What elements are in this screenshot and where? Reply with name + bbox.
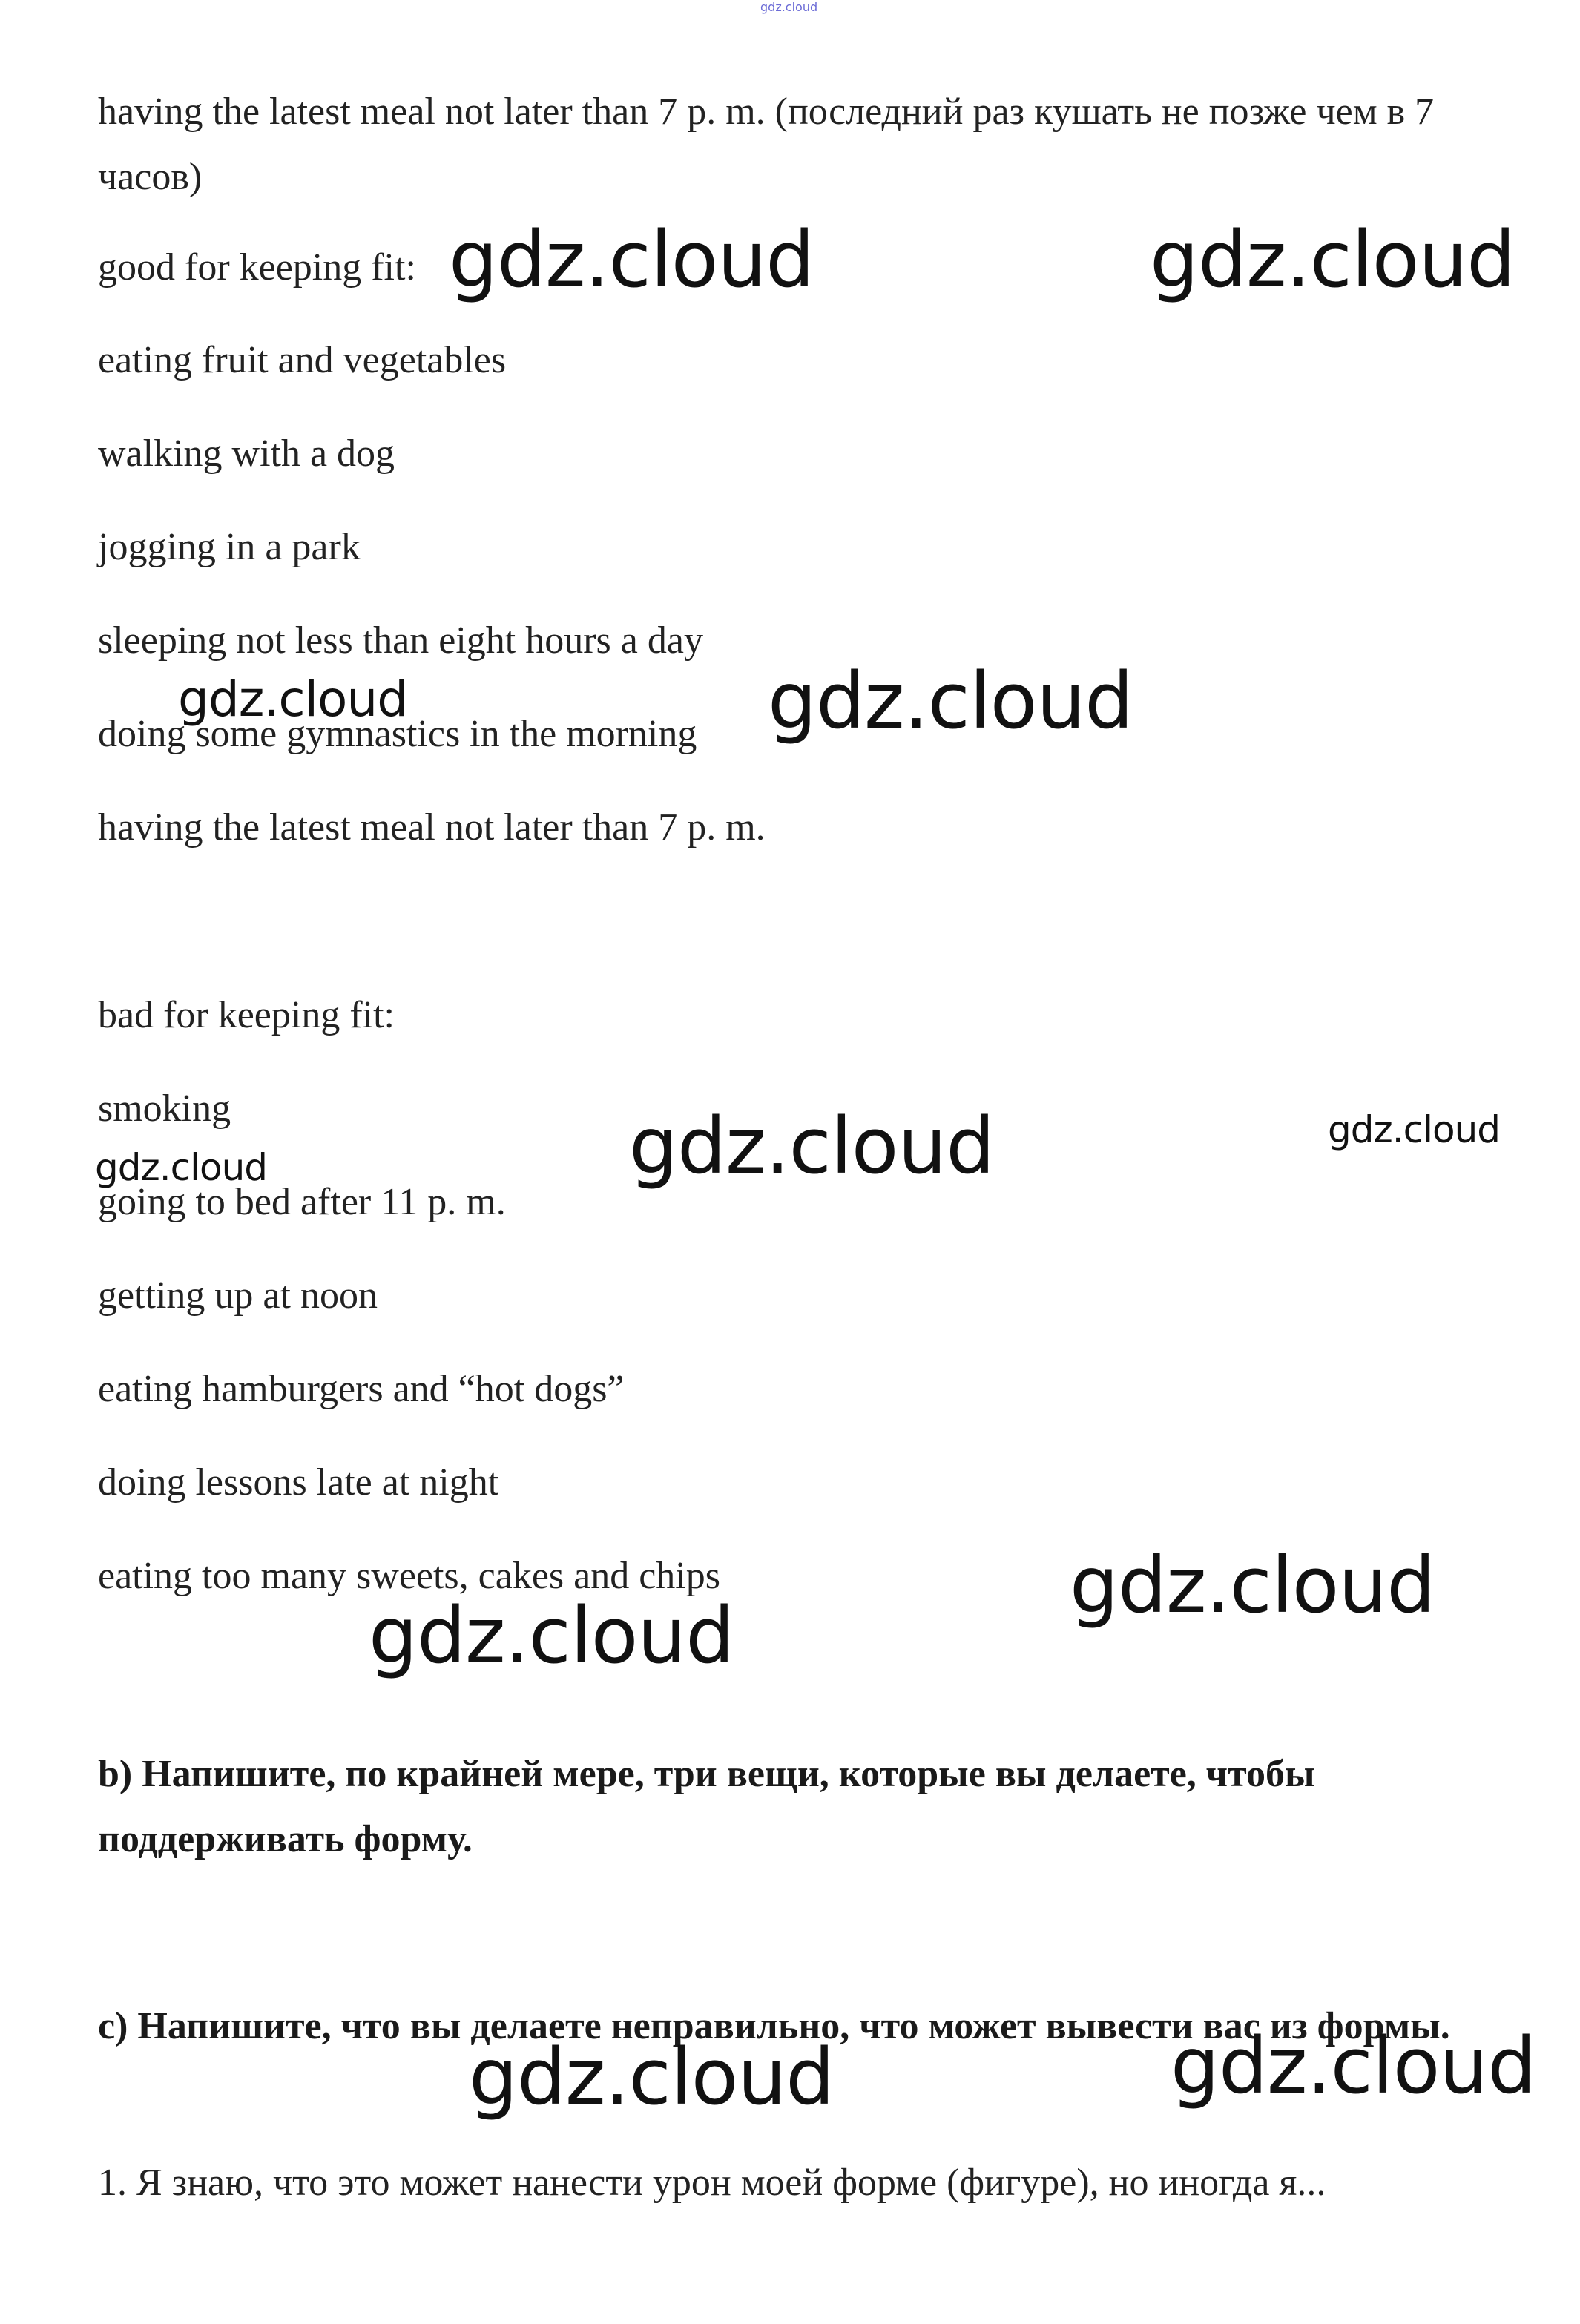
watermark: gdz.cloud [369,1590,734,1681]
bad-item: doing lessons late at night [98,1461,499,1504]
good-item: jogging in a park [98,526,361,568]
bad-item: eating too many sweets, cakes and chips [98,1555,720,1597]
bad-item: getting up at noon [98,1274,378,1317]
watermark: gdz.cloud [1070,1540,1435,1630]
watermark: gdz.cloud [629,1101,995,1191]
good-item: sleeping not less than eight hours a day [98,619,703,662]
task-c: c) Напишите, что вы делаете неправильно, что может вывести вас из формы. [98,2005,1450,2047]
watermark: gdz.cloud [178,671,408,728]
bad-item: going to bed after 11 p. m. [98,1181,506,1223]
watermark: gdz.cloud [1328,1108,1501,1151]
task-b: b) Напишите, по крайней мере, три вещи, которые вы делаете, чтобы поддерживать форму. [98,1753,1315,1860]
top-watermark: gdz.cloud [760,0,818,14]
good-item: walking with a dog [98,432,395,475]
bad-item: eating hamburgers and “hot dogs” [98,1368,625,1410]
good-item: doing some gymnastics in the morning [98,713,697,755]
watermark: gdz.cloud [1171,2021,1536,2111]
good-item: eating fruit and vegetables [98,339,507,381]
watermark: gdz.cloud [1150,214,1515,305]
watermark: gdz.cloud [768,656,1133,746]
watermark: gdz.cloud [469,2032,835,2122]
intro-line: having the latest meal not later than 7 p. m. (последний раз кушать не позже чем в 7 часов) [98,90,1435,198]
bad-heading: bad for keeping fit: [98,994,395,1036]
answer-line: 1. Я знаю, что это может нанести урон моей форме (фигуре), но иногда я... [98,2162,1326,2204]
watermark: gdz.cloud [95,1146,268,1189]
good-heading: good for keeping fit: [98,246,416,289]
watermark: gdz.cloud [449,214,814,305]
good-item: having the latest meal not later than 7 p. m. [98,806,766,849]
bad-item: smoking [98,1087,231,1130]
